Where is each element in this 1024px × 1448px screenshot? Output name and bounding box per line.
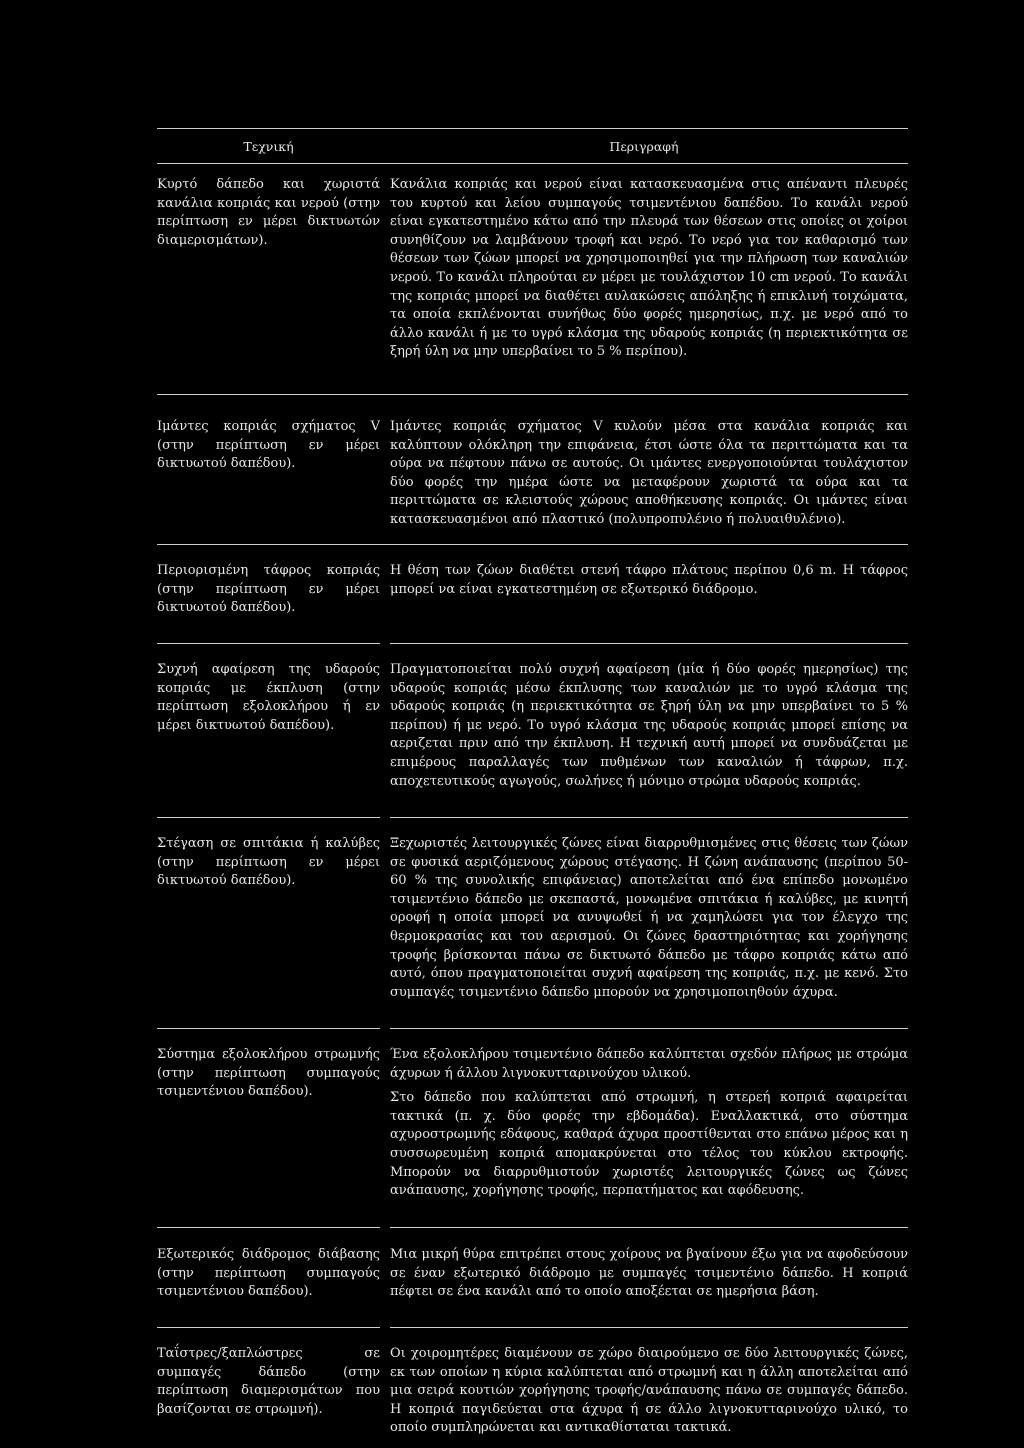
technique-cell: Στέγαση σε σπιτάκια ή καλύβες (στην περίπτωση εν μέρει δικτυωτού δαπέδου). <box>157 836 380 889</box>
description-cell <box>390 176 908 395</box>
description-cell <box>390 1046 908 1228</box>
description-cell <box>390 1345 908 1445</box>
table-row <box>157 395 908 545</box>
technique-cell: Εξωτερικός διάδρομος διάβασης (στην περίπτωση συμπαγούς τσιμεντένιου δαπέδου). <box>157 1247 380 1300</box>
technique-cell: Περιορισμένη τάφρος κοπριάς (στην περίπτωση εν μέρει δικτυωτού δαπέδου). <box>157 563 380 616</box>
description-paragraph: Μια μικρή θύρα επιτρέπει στους χοίρους να βγαίνουν έξω για να αφοδεύσουν σε έναν εξωτερικό διάδρομο με συμπαγές τσιμεντένιο δάπεδο. Η κοπριά πέφτει σε ένα κανάλι από το οποίο αποξέεται σε ημερήσια βάση. <box>390 1247 908 1300</box>
description-cell <box>390 418 908 545</box>
description-paragraph: Πραγματοποιείται πολύ συχνή αφαίρεση (μία ή δύο φορές ημερησίως) της υδαρούς κοπριάς μέσω έκπλυσης των καναλιών με το υγρό κλάσμα της υδαρούς κοπριάς (η περιεκτικότητα σε ξηρή ύλη να μην υπερβαίνει το 5 % περίπου) ή με νερό. Το υγρό κλάσμα της υδαρούς κοπριάς μπορεί επίσης να αεριζεται πριν από την έκπλυση. Η τεχνική αυτή μπορεί να συνδυάζεται με επιμέρους παραλλαγές των πυθμένων των καναλιών ή τάφρων, π.χ. αποχετευτικούς αγωγούς, σωλήνες ή μόνιμο στρώμα υδαρούς κοπριάς. <box>390 662 908 789</box>
table-row <box>157 545 908 644</box>
description-cell <box>390 835 908 1029</box>
description-paragraph: Ιμάντες κοπριάς σχήματος V κυλούν μέσα στα κανάλια κοπριάς και καλύπτουν ολόκληρη την επιφάνεια, έτσι ώστε όλα τα περιττώματα και τα ούρα να πέφτουν πάνω σε αυτούς. Οι ιμάντες ενεργοποιούνται τουλάχιστον δύο φορές την ημέρα ώστε να μεταφέρουν χωριστά τα ούρα και τα περιττώματα σε κλειστούς χώρους αποθήκευσης κοπριάς. Οι ιμάντες είναι κατασκευασμένοι από πλαστικό (πολυπροπυλένιο ή πολυαιθυλένιο). <box>390 419 908 527</box>
technique-cell: Ιμάντες κοπριάς σχήματος V (στην περίπτωση εν μέρει δικτυωτού δαπέδου). <box>157 419 380 472</box>
description-cell <box>390 562 908 644</box>
header-description: Περιγραφή <box>609 138 679 154</box>
document-page <box>157 128 908 1445</box>
technique-cell: Κυρτό δάπεδο και χωριστά κανάλια κοπριάς και νερού (στην περίπτωση εν μέρει δικτυωτών διαμερισμάτων). <box>157 177 380 248</box>
table-row <box>157 1328 908 1445</box>
description-paragraph: Κανάλια κοπριάς και νερού είναι κατασκευασμένα στις απέναντι πλευρές του κυρτού και λείου συμπαγούς τσιμεντένιου δαπέδου. Το κανάλι νερού είναι εγκατεστημένο κάτω από την πλευρά των θέσεων στις οποίες οι χοίροι συνηθίζουν να λαμβάνουν τροφή και νερό. Το νερό για τον καθαρισμό των θέσεων των ζώων μπορεί να χρησιμοποιηθεί για την πλήρωση των καναλιών νερού. Το κανάλι πληρούται εν μέρει με τουλάχιστον 10 cm νερού. Το κανάλι της κοπριάς μπορεί να διαθέτει αυλακώσεις απόληξης ή επικλινή τοιχώματα, τα οποία εκπλένονται συνήθως δύο φορές ημερησίως, π.χ. με νερό από το άλλο κανάλι ή με το υγρό κλάσμα της υδαρούς κοπριάς (η περιεκτικότητα σε ξηρή ύλη να μην υπερβαίνει το 5 % περίπου). <box>390 177 908 360</box>
table-row <box>157 818 908 1029</box>
table-row <box>157 644 908 818</box>
table-row <box>157 164 908 395</box>
description-cell <box>390 1246 908 1328</box>
table-row <box>157 1228 908 1328</box>
table-header <box>157 129 908 164</box>
description-paragraph: Ξεχωριστές λειτουργικές ζώνες είναι διαρρυθμισμένες στις θέσεις των ζώων σε φυσικά αεριζόμενους χώρους στέγασης. Η ζώνη ανάπαυσης (περίπου 50-60 % της συνολικής επιφάνειας) αποτελείται από ένα επίπεδο μονωμένο τσιμεντένιο δάπεδο με σκεπαστά, μονωμένα σπιτάκια ή καλύβες, με κινητή οροφή η οποία μπορεί να ανυψωθεί ή να χαμηλώσει για τον έλεγχο της θερμοκρασίας και του αερισμού. Οι ζώνες δραστηριότητας και χορήγησης τροφής βρίσκονται πάνω σε δικτυωτό δάπεδο με τάφρο κοπριάς κάτω από αυτό, όπου πραγματοποιείται συχνή αφαίρεση της κοπριάς, π.χ. με κενό. Στο συμπαγές τσιμεντένιο δάπεδο μπορούν να χρησιμοποιηθούν άχυρα. <box>390 836 908 1000</box>
technique-cell: Σύστημα εξολοκλήρου στρωμνής (στην περίπτωση συμπαγούς τσιμεντένιου δαπέδου). <box>157 1047 380 1100</box>
technique-cell: Ταΐστρες/ξαπλώστρες σε συμπαγές δάπεδο (στην περίπτωση διαμερισμάτων που βασίζονται σε στρωμνή). <box>157 1346 380 1417</box>
description-paragraph: Ένα εξολοκλήρου τσιμεντένιο δάπεδο καλύπτεται σχεδόν πλήρως με στρώμα άχυρων ή άλλου λιγνοκυτταρινούχου υλικού. <box>390 1047 908 1081</box>
description-paragraph: Στο δάπεδο που καλύπτεται από στρωμνή, η στερεή κοπριά αφαιρείται τακτικά (π. χ. δύο φορές την εβδομάδα). Εναλλακτικά, στο σύστημα αχυροστρωμνής εδάφους, καθαρά άχυρα προστίθενται στο επάνω μέρος και η συσσωρευμένη κοπριά απομακρύνεται στο τέλος του κύκλου εκτροφής. Μπορούν να διαρρυθμιστούν χωριστές λειτουργικές ζώνες ως ζώνες ανάπαυσης, χορήγησης τροφής, περπατήματος και αφόδευσης. <box>390 1090 908 1199</box>
header-technique: Τεχνική <box>243 138 294 154</box>
description-paragraph: Οι χοιρομητέρες διαμένουν σε χώρο διαιρούμενο σε δύο λειτουργικές ζώνες, εκ των οποίων η κύρια καλύπτεται από στρωμνή και η άλλη αποτελείται από μια σειρά κουτιών χορήγησης τροφής/ανάπαυσης πάνω σε συμπαγές δάπεδο. Η κοπριά παγιδεύεται στα άχυρα ή σε άλλο λιγνοκυτταρινούχο υλικό, το οποίο συμπληρώνεται και αντικαθίσταται τακτικά. <box>390 1346 908 1436</box>
table-row <box>157 1029 908 1228</box>
technique-cell: Συχνή αφαίρεση της υδαρούς κοπριάς με έκπλυση (στην περίπτωση εξολοκλήρου ή εν μέρει δικτυωτού δαπέδου). <box>157 662 380 733</box>
description-cell <box>390 661 908 818</box>
description-paragraph: Η θέση των ζώων διαθέτει στενή τάφρο πλάτους περίπου 0,6 m. Η τάφρος μπορεί να είναι εγκατεστημένη σε εξωτερικό διάδρομο. <box>390 563 908 597</box>
